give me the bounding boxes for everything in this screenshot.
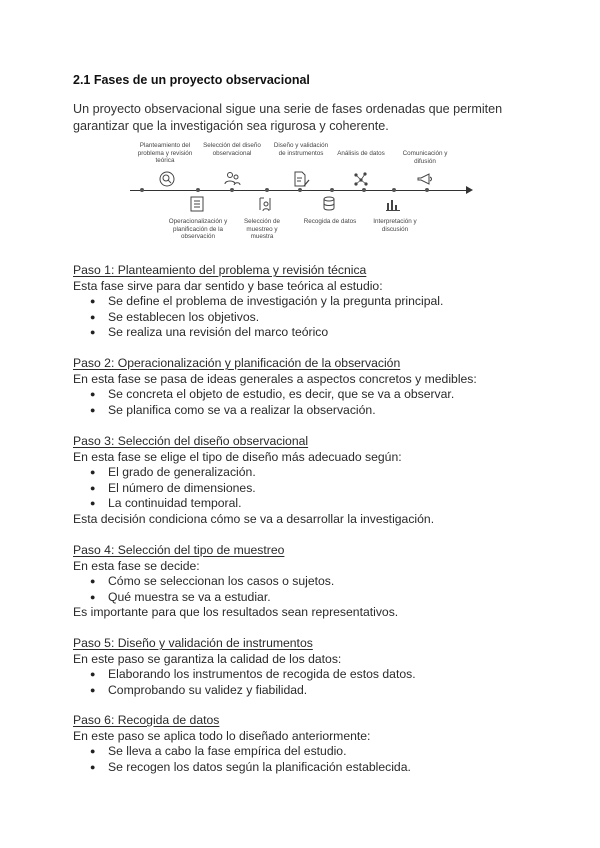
step-title: Paso 4: Selección del tipo de muestreo [73,543,285,557]
timeline-dot [265,188,269,192]
step-intro: En este paso se garantiza la calidad de los datos: [73,651,342,666]
people-icon [223,170,241,188]
step-title: Paso 2: Operacionalización y planificación de la observación [73,356,401,370]
list-item: ● Qué muestra se va a estudiar. [108,590,398,606]
list-item: ● El número de dimensiones. [108,481,434,497]
timeline-dot [392,188,396,192]
step-intro: En esta fase se elige el tipo de diseño más adecuado según: [73,449,402,464]
phase-label-analisis: Análisis de datos [337,150,385,157]
step-title: Paso 1: Planteamiento del problema y revisión técnica [73,263,367,277]
step-title: Paso 3: Selección del diseño observacional [73,434,309,448]
list-item: ● Se lleva a cabo la fase empírica del estudio. [108,744,411,760]
step-2 [73,356,477,418]
list-item: ● Se planifica como se va a realizar la observación. [108,403,477,419]
timeline-dot [230,188,234,192]
phases-timeline [130,138,475,248]
list-item: ● Se recogen los datos según la planificación establecida. [108,760,411,776]
step-title: Paso 5: Diseño y validación de instrumentos [73,636,313,650]
step-3 [73,434,434,527]
list-item: ● Se realiza una revisión del marco teórico [108,325,443,341]
step-6 [73,713,411,775]
timeline-dot [330,188,334,192]
phase-label-muestreo: Selección de muestreo y muestra [243,218,281,240]
timeline-dot [362,188,366,192]
list-item: ● Se establecen los objetivos. [108,310,443,326]
network-icon [352,170,370,188]
list-item: ● Comprobando su validez y fiabilidad. [108,683,416,699]
megaphone-icon [416,170,434,188]
list-item: ● Se define el problema de investigación y la pregunta principal. [108,294,443,310]
phase-label-recogida: Recogida de datos [303,218,357,225]
phase-label-instrumentos: Diseño y validación de instrumentos [273,142,329,157]
step-intro: En este paso se aplica todo lo diseñado anteriormente: [73,728,371,743]
section-intro: Un proyecto observacional sigue una serie de fases ordenadas que permiten garantizar que la investigación sea rigurosa y coherente. [73,102,503,133]
phase-label-interpretacion: Interpretación y discusión [373,218,417,233]
step-note: Es importante para que los resultados sean representativos. [73,605,399,619]
step-5 [73,636,416,698]
timeline-dot [298,188,302,192]
step-intro: En esta fase se decide: [73,558,200,573]
database-icon [320,195,338,213]
list-item: ● Se concreta el objeto de estudio, es decir, que se va a observar. [108,387,477,403]
document-pencil-icon [292,170,310,188]
timeline-arrowhead [466,186,473,194]
list-item: ● Cómo se seleccionan los casos o sujetos. [108,574,398,590]
phase-label-planteamiento: Planteamiento del problema y revisión teórica [137,142,193,164]
list-item: ● La continuidad temporal. [108,496,434,512]
phase-label-operacionalizacion: Operacionalización y planificación de la observación [168,218,228,240]
magnifier-icon [158,170,176,188]
step-note: Esta decisión condiciona cómo se va a desarrollar la investigación. [73,511,435,526]
sample-icon [256,195,274,213]
phase-label-diseno-observacional: Selección del diseño observacional [203,142,261,157]
step-1 [73,263,443,341]
timeline-dot [140,188,144,192]
list-item: ● El grado de generalización. [108,465,434,481]
section-heading: 2.1 Fases de un proyecto observacional [73,73,310,87]
list-item: ● Elaborando los instrumentos de recogida de estos datos. [108,667,416,683]
step-title: Paso 6: Recogida de datos [73,713,220,727]
step-4 [73,543,398,621]
phase-label-comunicacion: Comunicación y difusión [402,150,448,165]
checklist-icon [188,195,206,213]
step-intro: Esta fase sirve para dar sentido y base teórica al estudio: [73,278,383,293]
timeline-dot [425,188,429,192]
step-intro: En esta fase se pasa de ideas generales a aspectos concretos y medibles: [73,371,477,386]
timeline-dot [196,188,200,192]
chart-person-icon [384,195,402,213]
